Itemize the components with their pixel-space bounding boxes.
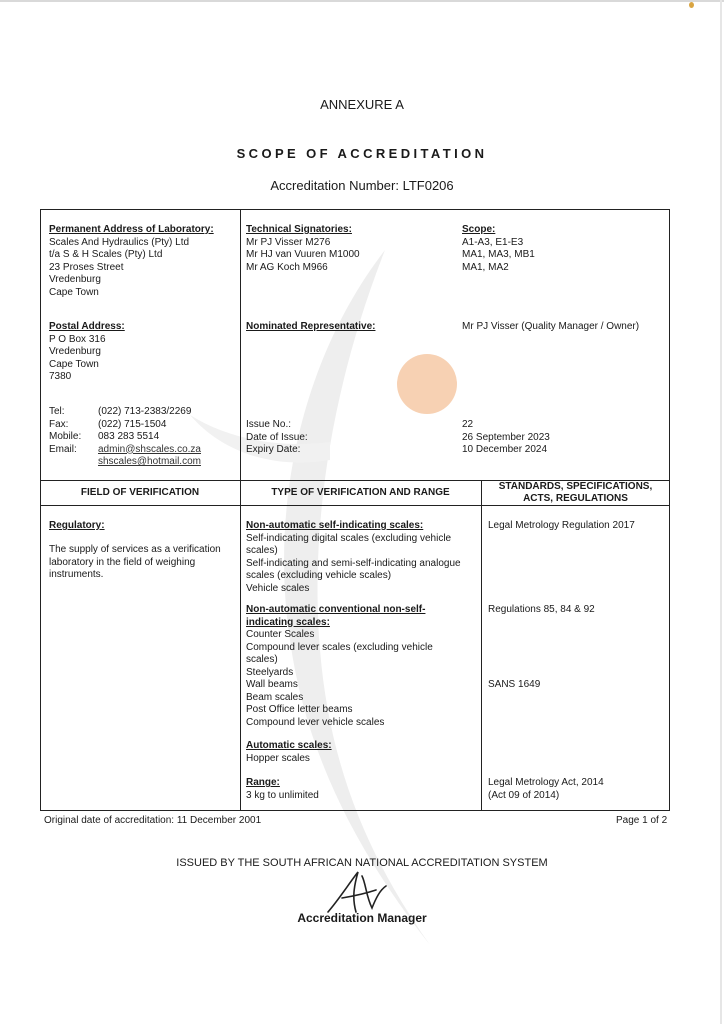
type-line: scales (excluding vehicle scales) — [246, 570, 392, 581]
scope-line: A1-A3, E1-E3 — [462, 236, 524, 248]
range-value: 3 kg to unlimited — [246, 789, 319, 801]
self-indicating-heading: Non-automatic self-indicating scales: — [246, 520, 424, 531]
type-line: Steelyards — [246, 666, 294, 678]
type-line: Self-indicating and semi-self-indicating analogue — [246, 557, 461, 569]
type-line: Compound lever scales (excluding vehicle — [246, 641, 433, 653]
contact-label: Tel: — [49, 406, 65, 417]
nominated-representative-heading: Nominated Representative: — [246, 321, 376, 332]
permanent-address-heading: Permanent Address of Laboratory: — [49, 224, 214, 235]
scope-line: MA1, MA3, MB1 — [462, 249, 535, 260]
type-line: scales) — [246, 545, 278, 556]
contact-row — [49, 431, 201, 444]
standard-4 — [488, 777, 604, 802]
self-indicating-section — [246, 520, 461, 595]
contact-row — [49, 406, 201, 419]
type-line: scales) — [246, 654, 278, 665]
original-accreditation-date: Original date of accreditation: 11 December 2001 — [44, 815, 262, 826]
header-standards-line: ACTS, REGULATIONS — [523, 493, 628, 504]
type-line: Compound lever vehicle scales — [246, 716, 385, 728]
perm-line: Vredenburg — [49, 274, 101, 285]
postal-line: 7380 — [49, 371, 72, 382]
contact-row — [49, 419, 201, 432]
regulatory-heading: Regulatory: — [49, 520, 105, 531]
automatic-section — [246, 740, 332, 765]
standard-1: Legal Metrology Regulation 2017 — [488, 520, 635, 531]
signatory-line: Mr PJ Visser M276 — [246, 236, 331, 248]
contact-row — [49, 456, 201, 469]
accreditation-number: Accreditation Number: LTF0206 — [270, 178, 454, 193]
scan-edge-top — [0, 0, 724, 2]
signatory-line: Mr AG Koch M966 — [246, 261, 328, 273]
email-link[interactable]: admin@shscales.co.za — [98, 443, 201, 455]
email-link-secondary[interactable]: shscales@hotmail.com — [98, 456, 201, 467]
type-line: Vehicle scales — [246, 582, 310, 594]
annexure-title: ANNEXURE A — [320, 97, 404, 112]
postal-line: P O Box 316 — [49, 333, 106, 345]
contact-row — [49, 444, 201, 457]
postal-line: Cape Town — [49, 358, 99, 370]
header-standards-line: STANDARDS, SPECIFICATIONS, — [498, 481, 653, 492]
scan-speck — [689, 2, 694, 8]
expiry-date: 10 December 2024 — [462, 444, 548, 455]
field-description — [49, 544, 221, 582]
standard-2: Regulations 85, 84 & 92 — [488, 604, 595, 615]
conventional-heading: Non-automatic conventional non-self- — [246, 604, 426, 615]
type-line: Self-indicating digital scales (excluding vehicle — [246, 532, 452, 544]
issue-label: Expiry Date: — [246, 444, 301, 455]
perm-line: t/a S & H Scales (Pty) Ltd — [49, 249, 163, 260]
perm-line: Cape Town — [49, 286, 99, 298]
type-line: Beam scales — [246, 691, 304, 703]
type-line: Counter Scales — [246, 629, 315, 640]
issue-number: 22 — [462, 419, 474, 430]
standard-4-line: (Act 09 of 2014) — [488, 789, 560, 801]
postal-address — [49, 321, 125, 384]
header-type-of-verification: TYPE OF VERIFICATION AND RANGE — [271, 487, 450, 498]
contact-value: 083 283 5514 — [98, 431, 160, 442]
issued-by: ISSUED BY THE SOUTH AFRICAN NATIONAL ACCREDITATION SYSTEM — [176, 857, 548, 869]
conventional-section — [246, 604, 433, 729]
scope-heading: Scope: — [462, 224, 496, 235]
type-line: Wall beams — [246, 679, 298, 690]
contact-block — [49, 406, 201, 469]
issue-date: 26 September 2023 — [462, 431, 550, 443]
signatory-line: Mr HJ van Vuuren M1000 — [246, 249, 360, 260]
contact-label: Fax: — [49, 418, 69, 430]
perm-line: Scales And Hydraulics (Pty) Ltd — [49, 236, 190, 248]
field-desc-line: laboratory in the field of weighing — [49, 556, 196, 568]
table-divider — [240, 209, 241, 811]
table-divider — [40, 505, 670, 506]
issue-label: Date of Issue: — [246, 431, 308, 443]
signatories-block — [246, 224, 360, 274]
contact-label: Email: — [49, 443, 77, 455]
page-number: Page 1 of 2 — [616, 815, 668, 826]
range-heading: Range: — [246, 777, 280, 788]
automatic-heading: Automatic scales: — [246, 740, 332, 751]
issue-label: Issue No.: — [246, 419, 292, 430]
table-divider — [481, 480, 482, 811]
conventional-heading: indicating scales: — [246, 616, 330, 628]
scope-block — [462, 224, 535, 274]
type-line: Post Office letter beams — [246, 704, 353, 715]
contact-value: (022) 715-1504 — [98, 418, 167, 430]
contact-label: Mobile: — [49, 431, 82, 442]
standard-3: SANS 1649 — [488, 679, 541, 690]
perm-line: 23 Proses Street — [49, 261, 124, 273]
field-desc-line: instruments. — [49, 569, 104, 580]
postal-address-heading: Postal Address: — [49, 321, 125, 332]
range-section — [246, 777, 319, 802]
lab-details — [49, 224, 214, 299]
contact-value: (022) 713-2383/2269 — [98, 406, 192, 417]
nominated-representative-value: Mr PJ Visser (Quality Manager / Owner) — [462, 321, 640, 332]
field-desc-line: The supply of services as a verification — [49, 544, 221, 555]
technical-signatories-heading: Technical Signatories: — [246, 224, 352, 235]
scope-line: MA1, MA2 — [462, 261, 509, 273]
header-standards — [481, 481, 670, 505]
issue-values — [462, 419, 550, 457]
header-field-of-verification: FIELD OF VERIFICATION — [80, 487, 200, 498]
type-line: Hopper scales — [246, 752, 310, 764]
issue-labels — [246, 419, 308, 457]
scope-title: SCOPE OF ACCREDITATION — [236, 146, 488, 161]
standard-4-line: Legal Metrology Act, 2014 — [488, 777, 604, 788]
postal-line: Vredenburg — [49, 346, 101, 357]
accreditation-manager: Accreditation Manager — [297, 911, 427, 925]
